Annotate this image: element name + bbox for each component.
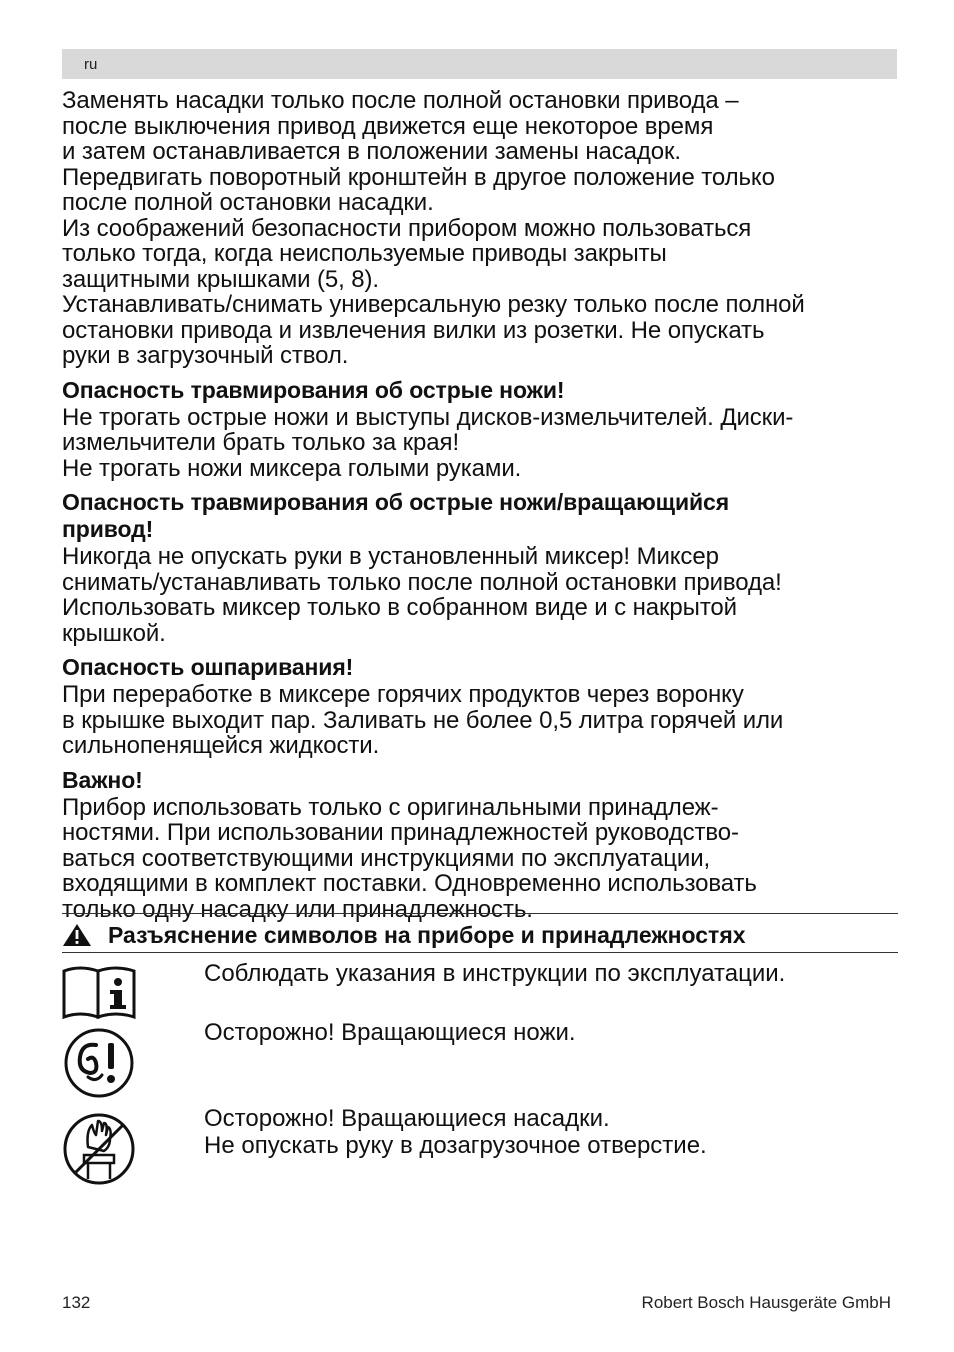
- paragraph: Прибор использовать только с оригинальными принадлеж- ностями. При использовании принадлежностей руководство- ваться соответствующими инструкциями по эксплуатации, входящими в комплект поставки. Одновременно использовать только одну насадку или принадлежность.: [62, 793, 757, 923]
- paragraph: Из соображений безопасности прибором можно пользоваться только тогда, когда неиспользуемые приводы закрыты защитными крышками (5, 8).: [62, 214, 752, 293]
- paragraph: Передвигать поворотный кронштейн в другое положение только после полной остановки насадки.: [62, 163, 775, 216]
- section-title-text: Разъяснение символов на приборе и принадлежностях: [108, 922, 746, 948]
- heading-important: Важно!: [62, 766, 143, 793]
- symbols-section-title: [62, 913, 898, 953]
- heading-scalding: Опасность ошпаривания!: [62, 654, 354, 680]
- no-hand-in-feed-icon: [62, 1111, 138, 1187]
- paragraph: Не трогать острые ножи и выступы дисков-измельчителей. Диски- измельчители брать только за края! Не трогать ножи миксера голыми руками.: [62, 403, 794, 482]
- main-content: [62, 88, 902, 922]
- page-number: 132: [62, 1293, 91, 1312]
- paragraph: Устанавливать/снимать универсальную резку только после полной остановки привода и извлечения вилки из розетки. Не опускать руки в загрузочный ствол.: [62, 291, 805, 369]
- language-code: ru: [84, 56, 98, 73]
- manual-info-icon: [62, 963, 138, 1021]
- paragraph: Никогда не опускать руки в установленный миксер! Миксер снимать/устанавливать только после полной остановки привода! Использовать миксер только в собранном виде и с накрытой крышкой.: [62, 543, 782, 647]
- symbol-text: Соблюдать указания в инструкции по эксплуатации.: [204, 960, 786, 987]
- paragraph: Заменять насадки только после полной остановки привода – после выключения привод движется еще некоторое время и затем останавливается в положении замены насадок.: [62, 87, 739, 165]
- rotating-knives-icon: [62, 1027, 138, 1099]
- symbol-text: Осторожно! Вращающиеся насадки. Не опускать руку в дозагрузочное отверстие.: [204, 1105, 707, 1159]
- heading-sharp-knives: Опасность травмирования об острые ножи!: [62, 376, 565, 403]
- company-name: Robert Bosch Hausgeräte GmbH: [641, 1293, 891, 1312]
- heading-rotating-drive: Опасность травмирования об острые ножи/вращающийся привод!: [62, 489, 730, 542]
- paragraph: При переработке в миксере горячих продуктов через воронку в крышке выходит пар. Заливать не более 0,5 литра горячей или сильнопенящейся жидкости.: [62, 681, 784, 759]
- warning-triangle-icon: [62, 923, 92, 947]
- language-bar: [62, 49, 897, 79]
- symbol-text: Осторожно! Вращающиеся ножи.: [204, 1019, 576, 1046]
